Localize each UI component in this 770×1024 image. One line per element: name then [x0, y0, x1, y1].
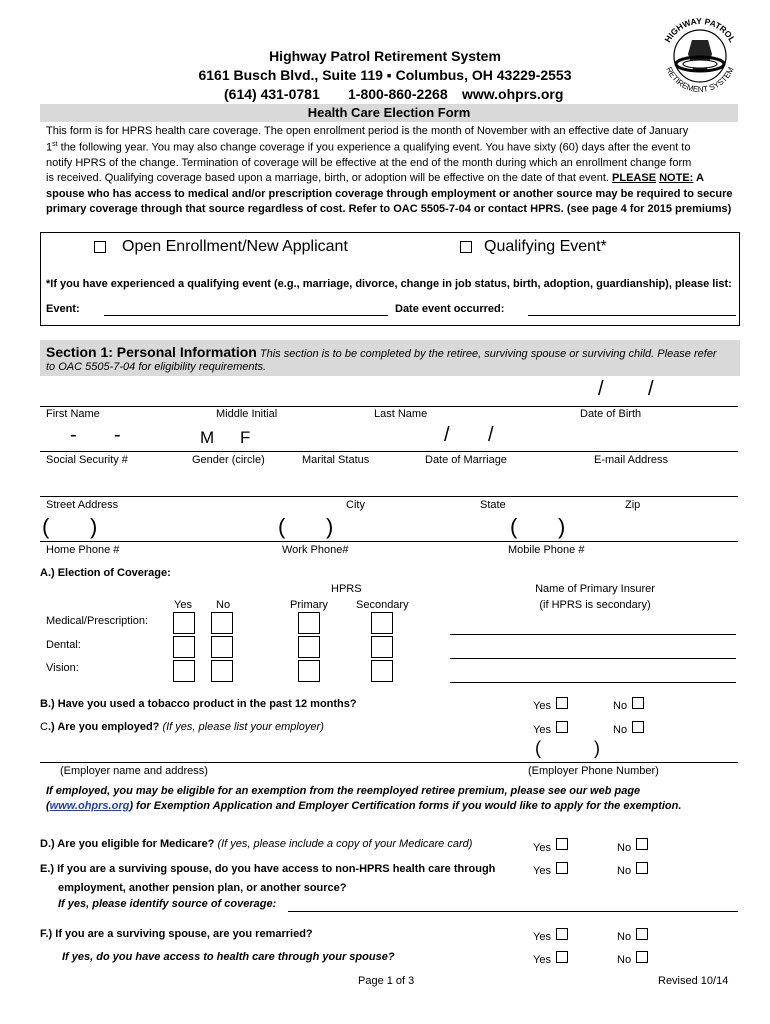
f2-no-checkbox[interactable]	[636, 951, 648, 963]
employer-line[interactable]	[40, 762, 738, 763]
intro-line-2: 1st the following year. You may also change coverage if you experience a qualifying event. You have sixty (60) days after the event to	[46, 141, 691, 154]
question-c: C.) Are you employed? (If yes, please list your employer)	[40, 721, 324, 733]
question-e-2: employment, another pension plan, or another source?	[58, 882, 347, 894]
form-title: Health Care Election Form	[40, 104, 738, 122]
qualifying-event-note: *If you have experienced a qualifying event (e.g., marriage, divorce, change in job status, birth, adoption, guardianship), please list:	[46, 278, 732, 290]
coverage-secondary-label: Secondary	[356, 599, 409, 611]
coverage-row-dental: Dental:	[46, 639, 81, 651]
section1-desc-2: to OAC 5505-7-04 for eligibility requirements.	[46, 361, 267, 373]
date-of-birth-label: Date of Birth	[580, 408, 642, 420]
row4-line[interactable]	[40, 541, 738, 542]
medical-insurer-input[interactable]	[450, 634, 736, 635]
medical-no-box[interactable]	[211, 612, 233, 634]
open-enrollment-label: Open Enrollment/New Applicant	[122, 238, 348, 255]
middle-initial-label: Middle Initial	[216, 408, 278, 420]
f1-yes-checkbox[interactable]	[556, 928, 568, 940]
row3-line[interactable]	[40, 496, 738, 497]
dental-secondary-box[interactable]	[371, 636, 393, 658]
f2-no-label: No	[617, 954, 632, 966]
e-yes-checkbox[interactable]	[556, 862, 568, 874]
e-no-checkbox[interactable]	[636, 862, 648, 874]
b-yes-label: Yes	[533, 700, 551, 712]
ohprs-link[interactable]: www.ohprs.org	[49, 800, 130, 812]
employer-phone-close-paren: )	[594, 738, 600, 758]
e-yes-label: Yes	[533, 865, 551, 877]
primary-insurer-label-1: Name of Primary Insurer	[535, 583, 655, 595]
dental-insurer-input[interactable]	[450, 658, 736, 659]
marital-status-label: Marital Status	[302, 454, 370, 466]
f2-yes-label: Yes	[533, 954, 551, 966]
coverage-yes-label: Yes	[174, 599, 192, 611]
first-name-label: First Name	[46, 408, 100, 420]
last-name-label: Last Name	[374, 408, 428, 420]
logo-ring-bottom: RETIREMENT SYSTEM	[664, 65, 736, 95]
employer-name-label: (Employer name and address)	[60, 765, 208, 777]
vision-no-box[interactable]	[211, 660, 233, 682]
ssn-label: Social Security #	[46, 454, 128, 466]
question-e-1: E.) If you are a surviving spouse, do you have access to non-HPRS health care through	[40, 863, 496, 875]
vision-primary-box[interactable]	[298, 660, 320, 682]
employer-phone-label: (Employer Phone Number)	[528, 765, 659, 777]
ssn-dash-2: -	[114, 424, 121, 446]
dob-slash-2: /	[648, 378, 654, 400]
intro-line-1: This form is for HPRS health care coverage. The open enrollment period is the month of November with an effective date of January	[46, 125, 689, 137]
intro-line-4: is received. Qualifying coverage based upon a marriage, birth, or adoption will be effective on the date of that event. PLEASE NOTE: A	[46, 172, 704, 184]
open-enrollment-checkbox[interactable]	[94, 241, 106, 253]
home-phone-open-paren: (	[42, 514, 50, 539]
ssn-dash-1: -	[70, 424, 77, 446]
c-no-label: No	[613, 724, 628, 736]
logo-ring-top: HIGHWAY PATROL	[662, 15, 738, 45]
work-phone-open-paren: (	[278, 514, 286, 539]
b-yes-checkbox[interactable]	[556, 697, 568, 709]
gender-f[interactable]: F	[240, 428, 251, 447]
gender-m[interactable]: M	[200, 428, 215, 447]
mobile-phone-label: Mobile Phone #	[508, 544, 585, 556]
revision-date: Revised 10/14	[658, 975, 729, 987]
event-input[interactable]	[104, 315, 388, 316]
street-address-label: Street Address	[46, 499, 119, 511]
page-number: Page 1 of 3	[358, 975, 415, 987]
phone-local: (614) 431-0781	[224, 86, 320, 102]
coverage-heading: A.) Election of Coverage:	[40, 567, 171, 579]
question-f-2: If yes, do you have access to health care through your spouse?	[62, 951, 395, 963]
coverage-row-medical: Medical/Prescription:	[46, 615, 149, 627]
org-address: 6161 Busch Blvd., Suite 119 ▪ Columbus, OH 43229-2553	[198, 67, 572, 83]
coverage-hprs-label: HPRS	[331, 583, 362, 595]
primary-insurer-label-2: (if HPRS is secondary)	[539, 599, 651, 611]
vision-secondary-box[interactable]	[371, 660, 393, 682]
coverage-no-label: No	[216, 599, 231, 611]
section1-heading: Section 1: Personal Information This section is to be completed by the retiree, surviving spouse or surviving child. Please refer	[46, 344, 717, 360]
row2-line[interactable]	[40, 451, 738, 452]
event-label: Event:	[46, 303, 80, 315]
vision-yes-box[interactable]	[173, 660, 195, 682]
c-yes-checkbox[interactable]	[556, 721, 568, 733]
exemption-line-2: (www.ohprs.org) for Exemption Application and Employer Certification forms if you would like to apply for the exemption.	[46, 800, 682, 812]
question-d: D.) Are you eligible for Medicare? (If yes, please include a copy of your Medicare card)	[40, 838, 473, 850]
dom-slash-1: /	[444, 424, 450, 446]
row1-line[interactable]	[40, 406, 738, 407]
state-label: State	[480, 499, 506, 511]
b-no-label: No	[613, 700, 628, 712]
website: www.ohprs.org	[462, 86, 564, 102]
medical-yes-box[interactable]	[173, 612, 195, 634]
dental-no-box[interactable]	[211, 636, 233, 658]
d-no-checkbox[interactable]	[636, 838, 648, 850]
date-event-input[interactable]	[528, 315, 736, 316]
d-yes-checkbox[interactable]	[556, 838, 568, 850]
hprs-logo	[652, 6, 748, 102]
org-name: Highway Patrol Retirement System	[269, 48, 501, 64]
home-phone-label: Home Phone #	[46, 544, 120, 556]
zip-label: Zip	[625, 499, 641, 511]
c-yes-label: Yes	[533, 724, 551, 736]
f1-no-checkbox[interactable]	[636, 928, 648, 940]
dental-primary-box[interactable]	[298, 636, 320, 658]
home-phone-close-paren: )	[90, 514, 98, 539]
dental-yes-box[interactable]	[173, 636, 195, 658]
city-label: City	[346, 499, 365, 511]
qualifying-event-label: Qualifying Event*	[484, 238, 607, 255]
d-yes-label: Yes	[533, 842, 551, 854]
e-no-label: No	[617, 865, 632, 877]
coverage-source-input[interactable]	[288, 911, 738, 912]
work-phone-close-paren: )	[326, 514, 334, 539]
vision-insurer-input[interactable]	[450, 682, 736, 683]
coverage-primary-label: Primary	[290, 599, 328, 611]
medical-primary-box[interactable]	[298, 612, 320, 634]
exemption-line-1: If employed, you may be eligible for an exemption from the reemployed retiree premium, please see our web page	[46, 785, 641, 797]
f1-no-label: No	[617, 931, 632, 943]
phone-toll-free: 1-800-860-2268	[348, 86, 448, 102]
dob-slash-1: /	[598, 378, 604, 400]
question-f-1: F.) If you are a surviving spouse, are you remarried?	[40, 928, 313, 940]
coverage-row-vision: Vision:	[46, 662, 79, 674]
date-event-label: Date event occurred:	[395, 303, 505, 315]
intro-line-6: primary coverage through that source regardless of cost. Refer to OAC 5505-7-04 or contact HPRS. (see page 4 for 2015 premiums)	[46, 203, 732, 215]
medical-secondary-box[interactable]	[371, 612, 393, 634]
b-no-checkbox[interactable]	[632, 697, 644, 709]
email-label: E-mail Address	[594, 454, 668, 466]
c-no-checkbox[interactable]	[632, 721, 644, 733]
f2-yes-checkbox[interactable]	[556, 951, 568, 963]
qualifying-event-checkbox[interactable]	[460, 241, 472, 253]
employer-phone-open-paren: (	[535, 738, 541, 758]
f1-yes-label: Yes	[533, 931, 551, 943]
question-e-3: If yes, please identify source of coverage:	[58, 898, 277, 910]
mobile-phone-close-paren: )	[558, 514, 566, 539]
mobile-phone-open-paren: (	[510, 514, 518, 539]
dom-slash-2: /	[488, 424, 494, 446]
date-of-marriage-label: Date of Marriage	[425, 454, 507, 466]
d-no-label: No	[617, 842, 632, 854]
work-phone-label: Work Phone#	[282, 544, 349, 556]
intro-line-5: spouse who has access to medical and/or prescription coverage through employment or another source may be required to secure	[46, 188, 733, 200]
gender-label: Gender (circle)	[192, 454, 265, 466]
question-b: B.) Have you used a tobacco product in the past 12 months?	[40, 698, 357, 710]
intro-line-3: notify HPRS of the change. Termination of coverage will be effective at the end of the month during which an enrollment change form	[46, 157, 692, 169]
